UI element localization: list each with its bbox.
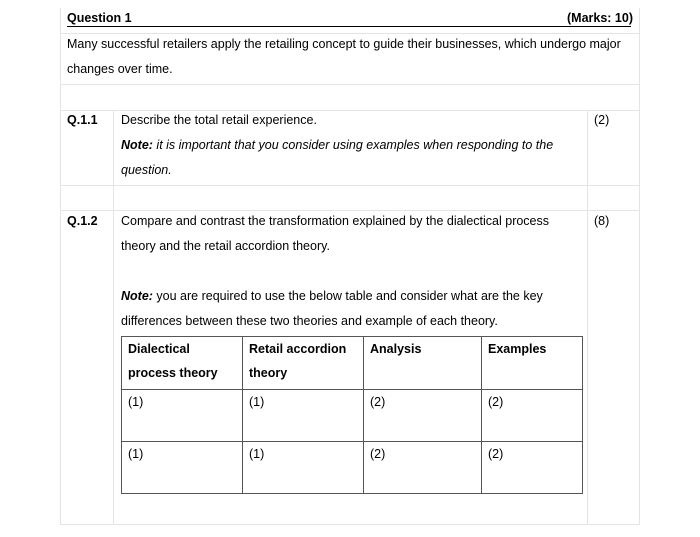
q1-note-line-2: question. (121, 163, 172, 177)
header-retail-accordion: Retail accordion theory (243, 337, 364, 390)
table-cell[interactable]: (2) (482, 390, 583, 442)
grid-line (60, 8, 61, 525)
header-analysis: Analysis (364, 337, 482, 390)
table-cell[interactable]: (1) (243, 390, 364, 442)
table-row (122, 390, 583, 442)
table-cell[interactable]: (2) (364, 442, 482, 494)
grid-line (60, 84, 640, 85)
grid-line (639, 8, 640, 525)
grid-line (60, 185, 640, 186)
table-cell[interactable]: (2) (364, 390, 482, 442)
q2-number: Q.1.2 (67, 214, 98, 228)
q1-note-label: Note: (121, 138, 153, 152)
question-marks: (Marks: 10) (567, 11, 633, 25)
q1-note-line-1 (121, 138, 553, 152)
q1-note-text: it is important that you consider using examples when responding to the (152, 138, 554, 152)
table-cell[interactable]: (2) (482, 442, 583, 494)
q2-marks: (8) (594, 214, 610, 228)
q1-marks: (2) (594, 113, 610, 127)
q2-note-text: you are required to use the below table and consider what are the key (152, 289, 543, 303)
title-underline (67, 26, 631, 27)
table-header-row (122, 337, 583, 390)
table-cell[interactable]: (1) (122, 442, 243, 494)
grid-line (60, 210, 640, 211)
q1-number: Q.1.1 (67, 113, 98, 127)
q1-text: Describe the total retail experience. (121, 113, 317, 127)
q2-text-line-2: theory and the retail accordion theory. (121, 239, 330, 253)
q2-note-label: Note: (121, 289, 153, 303)
table-row (122, 442, 583, 494)
question-title: Question 1 (67, 11, 132, 25)
intro-text-line-1: Many successful retailers apply the retailing concept to guide their businesses, which undergo major (67, 37, 621, 51)
q2-note-line-1 (121, 289, 543, 303)
q2-text-line-1: Compare and contrast the transformation explained by the dialectical process (121, 214, 550, 228)
table-cell[interactable]: (1) (122, 390, 243, 442)
grid-line (60, 33, 640, 34)
grid-line (60, 110, 640, 111)
grid-line (113, 110, 114, 525)
intro-text-line-2: changes over time. (67, 62, 173, 76)
table-cell[interactable]: (1) (243, 442, 364, 494)
header-dialectical-process: Dialectical process theory (122, 337, 243, 390)
answer-table (121, 336, 583, 494)
grid-line (587, 110, 588, 525)
q2-note-line-2: differences between these two theories and example of each theory. (121, 314, 498, 328)
grid-line (60, 524, 640, 525)
header-examples: Examples (482, 337, 583, 390)
